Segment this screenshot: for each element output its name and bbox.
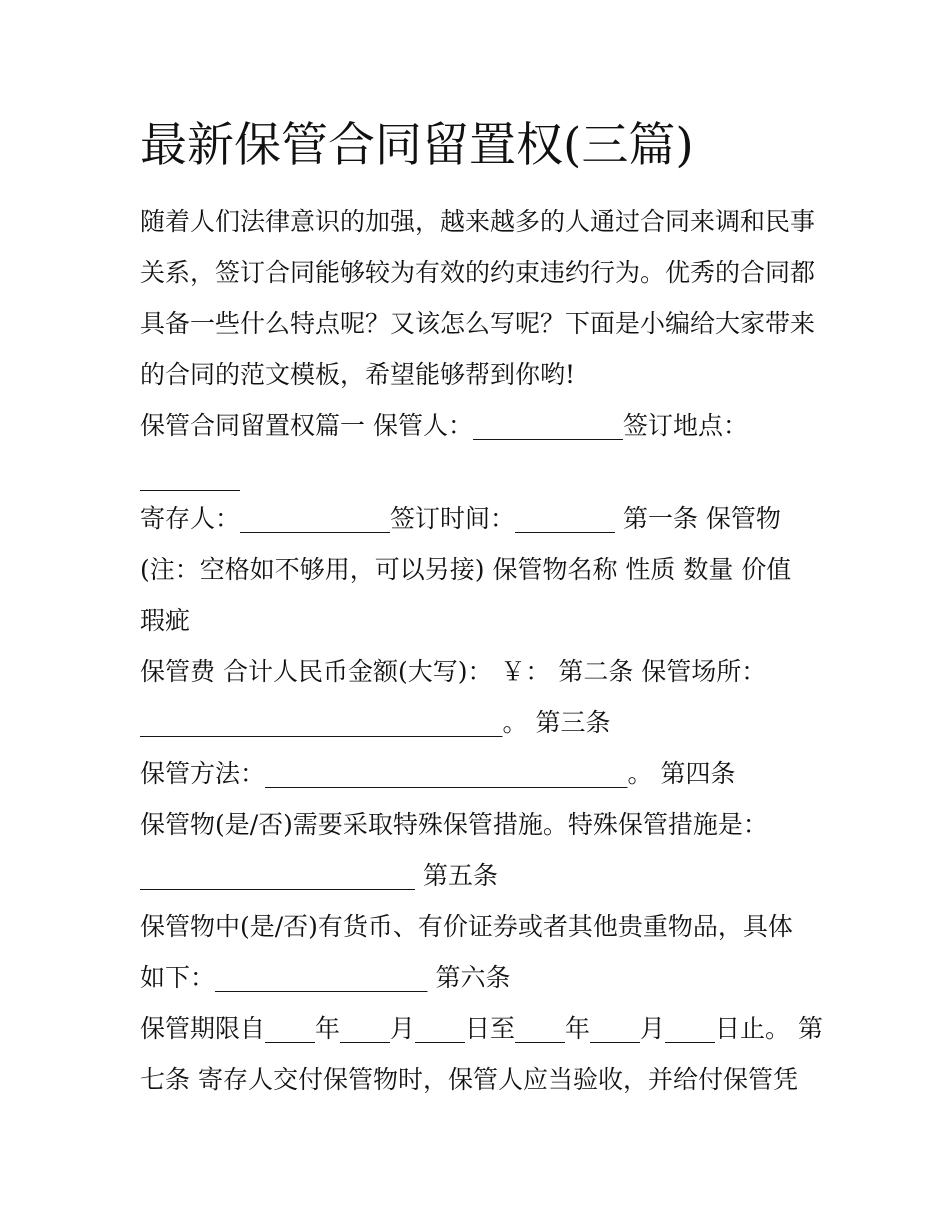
body-line: 保管物(是/否)需要采取特殊保管措施。特殊保管措施是：: [140, 810, 768, 839]
body-line: 如下：_________________ 第六条: [140, 963, 511, 992]
body-line: 保管合同留置权篇一 保管人：____________签订地点：: [140, 411, 748, 440]
body-line: 保管期限自____年____月____日至____年____月____日止。 第: [140, 1014, 823, 1043]
body-line: 的合同的范文模板，希望能够帮到你哟!: [140, 360, 576, 389]
body-line: 七条 寄存人交付保管物时，保管人应当验收，并给付保管凭: [140, 1065, 798, 1094]
body-line: 保管方法：_____________________________。 第四条: [140, 759, 736, 788]
body-line: 关系，签订合同能够较为有效的约束违约行为。优秀的合同都: [140, 258, 816, 287]
body-line: (注：空格如不够用，可以另接) 保管物名称 性质 数量 价值: [140, 555, 792, 584]
body-line: 保管物中(是/否)有货币、有价证券或者其他贵重物品，具体: [140, 912, 793, 941]
document-title: 最新保管合同留置权(三篇): [140, 118, 694, 173]
body-line: ______________________ 第五条: [140, 861, 498, 890]
body-line: ________: [140, 462, 240, 491]
body-line: 随着人们法律意识的加强，越来越多的人通过合同来调和民事: [140, 207, 816, 236]
body-line: 瑕疵: [140, 606, 191, 635]
body-line: 寄存人：____________签订时间：________ 第一条 保管物: [140, 504, 781, 533]
body-line: _____________________________。 第三条: [140, 708, 611, 737]
body-line: 保管费 合计人民币金额(大写)： ￥： 第二条 保管场所：: [140, 657, 767, 686]
body-line: 具备一些什么特点呢？又该怎么写呢？下面是小编给大家带来: [140, 309, 816, 338]
